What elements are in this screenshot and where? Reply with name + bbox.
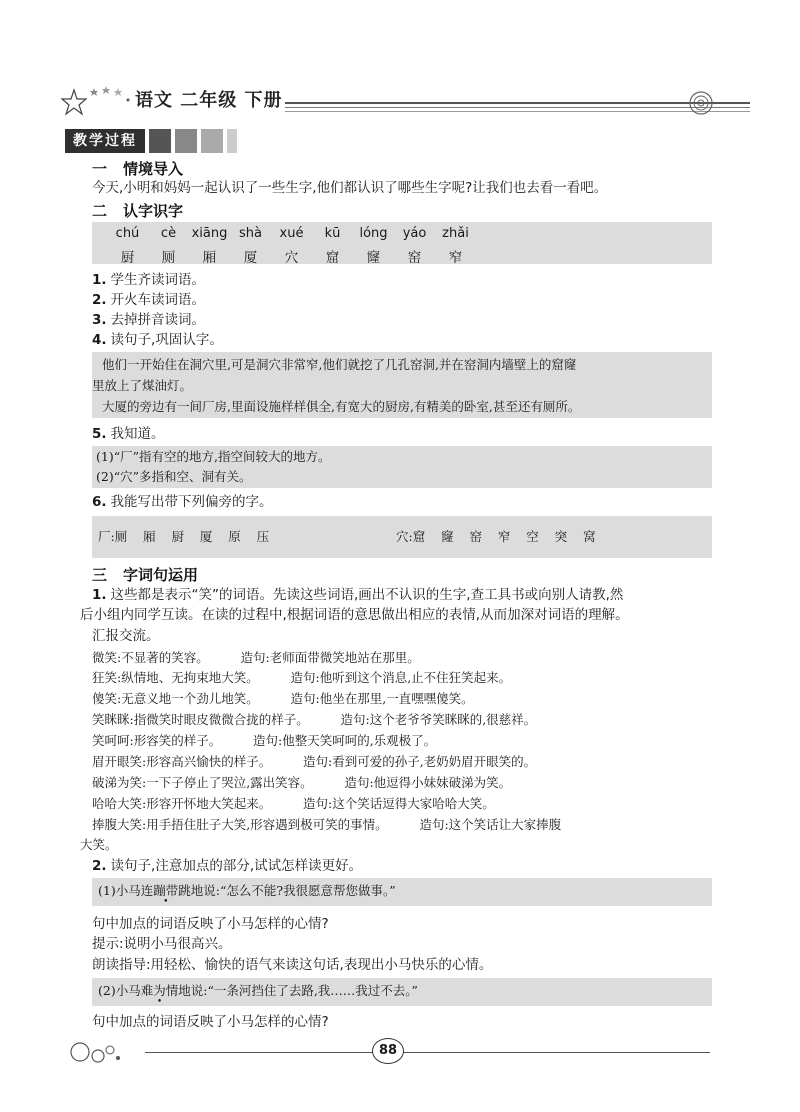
question-text: 句中加点的词语反映了小马怎样的心情? bbox=[92, 916, 329, 932]
hanzi: 穴 bbox=[284, 250, 299, 266]
book-title: 语文 二年级 下册 bbox=[135, 90, 283, 111]
header-rule bbox=[285, 111, 750, 112]
word-entry: 狂笑:纵情地、无拘束地大笑。 造句:他听到这个消息,止不住狂笑起来。 bbox=[92, 670, 512, 685]
pinyin: zhǎi bbox=[442, 226, 469, 241]
question-1-cont: 后小组内同学互读。在读的过程中,根据词语的意思做出相应的表情,从而加深对词语的理解。 bbox=[80, 607, 629, 623]
question-2: 2. 读句子,注意加点的部分,试试怎样读更好。 bbox=[92, 858, 363, 874]
badge-block bbox=[201, 129, 223, 153]
section-2-heading: 二 认字识字 bbox=[92, 202, 184, 220]
hanzi: 窄 bbox=[448, 250, 463, 266]
reading-line: 里放上了煤油灯。 bbox=[92, 378, 193, 393]
section-badge bbox=[65, 128, 237, 154]
intro-text: 今天,小明和妈妈一起认识了一些生字,他们都认识了哪些生字呢?让我们也去看一看吧。 bbox=[92, 180, 608, 196]
pinyin: shà bbox=[239, 226, 262, 241]
sentence-box-1 bbox=[92, 878, 712, 906]
reading-line: 大厦的旁边有一间厂房,里面设施样样俱全,有宽大的厨房,有精美的卧室,甚至还有厕所。 bbox=[102, 399, 581, 414]
pinyin: kū bbox=[324, 226, 341, 241]
radical-box bbox=[92, 516, 712, 558]
hanzi: 窟 bbox=[325, 250, 340, 266]
word-entry: 哈哈大笑:形容开怀地大笑起来。 造句:这个笑话逗得大家哈哈大笑。 bbox=[92, 796, 495, 811]
header-rule bbox=[285, 102, 750, 104]
header-rule bbox=[285, 107, 750, 108]
badge-block bbox=[227, 129, 237, 153]
word-entry: 眉开眼笑:形容高兴愉快的样子。 造句:看到可爱的孙子,老奶奶眉开眼笑的。 bbox=[92, 754, 537, 769]
hanzi: 厕 bbox=[161, 250, 176, 266]
section-1-heading: 一 情境导入 bbox=[92, 160, 184, 178]
pinyin: chú bbox=[115, 226, 140, 241]
report-text: 汇报交流。 bbox=[92, 628, 160, 644]
word-entry: 笑呵呵:形容笑的样子。 造句:他整天笑呵呵的,乐观极了。 bbox=[92, 733, 437, 748]
step-item: 3. 去掉拼音读词。 bbox=[92, 312, 206, 328]
question-text: 句中加点的词语反映了小马怎样的心情? bbox=[92, 1014, 329, 1030]
radical-xue: 穴:窟 窿 窑 窄 空 突 窝 bbox=[396, 529, 596, 544]
word-entry: 傻笑:无意义地一个劲儿地笑。 造句:他坐在那里,一直嘿嘿傻笑。 bbox=[92, 691, 474, 706]
word-entry: 微笑:不显著的笑容。 造句:老师面带微笑地站在那里。 bbox=[92, 650, 420, 665]
dotted-word: 连蹦带跳 bbox=[140, 883, 191, 898]
pinyin: yáo bbox=[402, 226, 427, 241]
radical-chang: 厂:厕 厢 厨 厦 原 压 bbox=[98, 529, 270, 544]
bubbles-icon bbox=[60, 1030, 140, 1070]
section-3-heading: 三 字词句运用 bbox=[92, 566, 199, 584]
page-number: 88 bbox=[372, 1038, 404, 1064]
spiral-icon bbox=[688, 90, 714, 116]
step-item: 6. 我能写出带下列偏旁的字。 bbox=[92, 494, 273, 510]
word-entry: 捧腹大笑:用手捂住肚子大笑,形容遇到极可笑的事情。 造句:这个笑话让大家捧腹 bbox=[92, 817, 562, 832]
pinyin-box bbox=[92, 222, 712, 264]
word-entry-cont: 大笑。 bbox=[80, 837, 118, 852]
hanzi: 厦 bbox=[243, 250, 258, 266]
hanzi: 厨 bbox=[120, 250, 135, 266]
sentence-1: (1)小马连蹦带跳地说:“怎么不能?我很愿意帮您做事。” bbox=[98, 881, 396, 901]
pinyin: xué bbox=[279, 226, 304, 241]
knowledge-line: (2)“穴”多指和空、洞有关。 bbox=[96, 469, 252, 484]
word-entry: 破涕为笑:一下子停止了哭泣,露出笑容。 造句:他逗得小妹妹破涕为笑。 bbox=[92, 775, 512, 790]
badge-label: 教学过程 bbox=[65, 129, 145, 153]
badge-block bbox=[149, 129, 171, 153]
step-item: 5. 我知道。 bbox=[92, 426, 165, 442]
step-item: 4. 读句子,巩固认字。 bbox=[92, 332, 223, 348]
word-entry: 笑眯眯:指微笑时眼皮微微合拢的样子。 造句:这个老爷爷笑眯眯的,很慈祥。 bbox=[92, 712, 537, 727]
sentence-box-2 bbox=[92, 978, 712, 1006]
knowledge-box bbox=[92, 446, 712, 488]
step-item: 1. 学生齐读词语。 bbox=[92, 272, 206, 288]
reading-line: 他们一开始住在洞穴里,可是洞穴非常窄,他们就挖了几孔窑洞,并在窑洞内墙壁上的窟窿 bbox=[102, 357, 577, 372]
step-item: 2. 开火车读词语。 bbox=[92, 292, 206, 308]
hanzi: 厢 bbox=[202, 250, 217, 266]
hanzi: 窿 bbox=[366, 250, 381, 266]
dotted-word: 难为情 bbox=[140, 983, 179, 998]
badge-block bbox=[175, 129, 197, 153]
pinyin: xiāng bbox=[191, 226, 228, 241]
hanzi-row bbox=[107, 246, 476, 266]
question-1: 1. 这些都是表示“笑”的词语。先读这些词语,画出不认识的生字,查工具书或向别人请教,然 bbox=[92, 587, 624, 603]
hint-text: 提示:说明小马很高兴。 bbox=[92, 936, 232, 952]
pinyin-row bbox=[107, 226, 476, 241]
star-icon bbox=[60, 80, 130, 120]
knowledge-line: (1)“厂”指有空的地方,指空间较大的地方。 bbox=[96, 449, 331, 464]
footer-rule bbox=[145, 1052, 710, 1053]
page-footer bbox=[60, 1030, 720, 1070]
reading-box bbox=[92, 352, 712, 418]
pinyin: lóng bbox=[359, 226, 388, 241]
page-header bbox=[60, 80, 720, 120]
hanzi: 窑 bbox=[407, 250, 422, 266]
pinyin: cè bbox=[160, 226, 177, 241]
sentence-2: (2)小马难为情地说:“一条河挡住了去路,我……我过不去。” bbox=[98, 981, 418, 1001]
guide-text: 朗读指导:用轻松、愉快的语气来读这句话,表现出小马快乐的心情。 bbox=[92, 957, 493, 973]
